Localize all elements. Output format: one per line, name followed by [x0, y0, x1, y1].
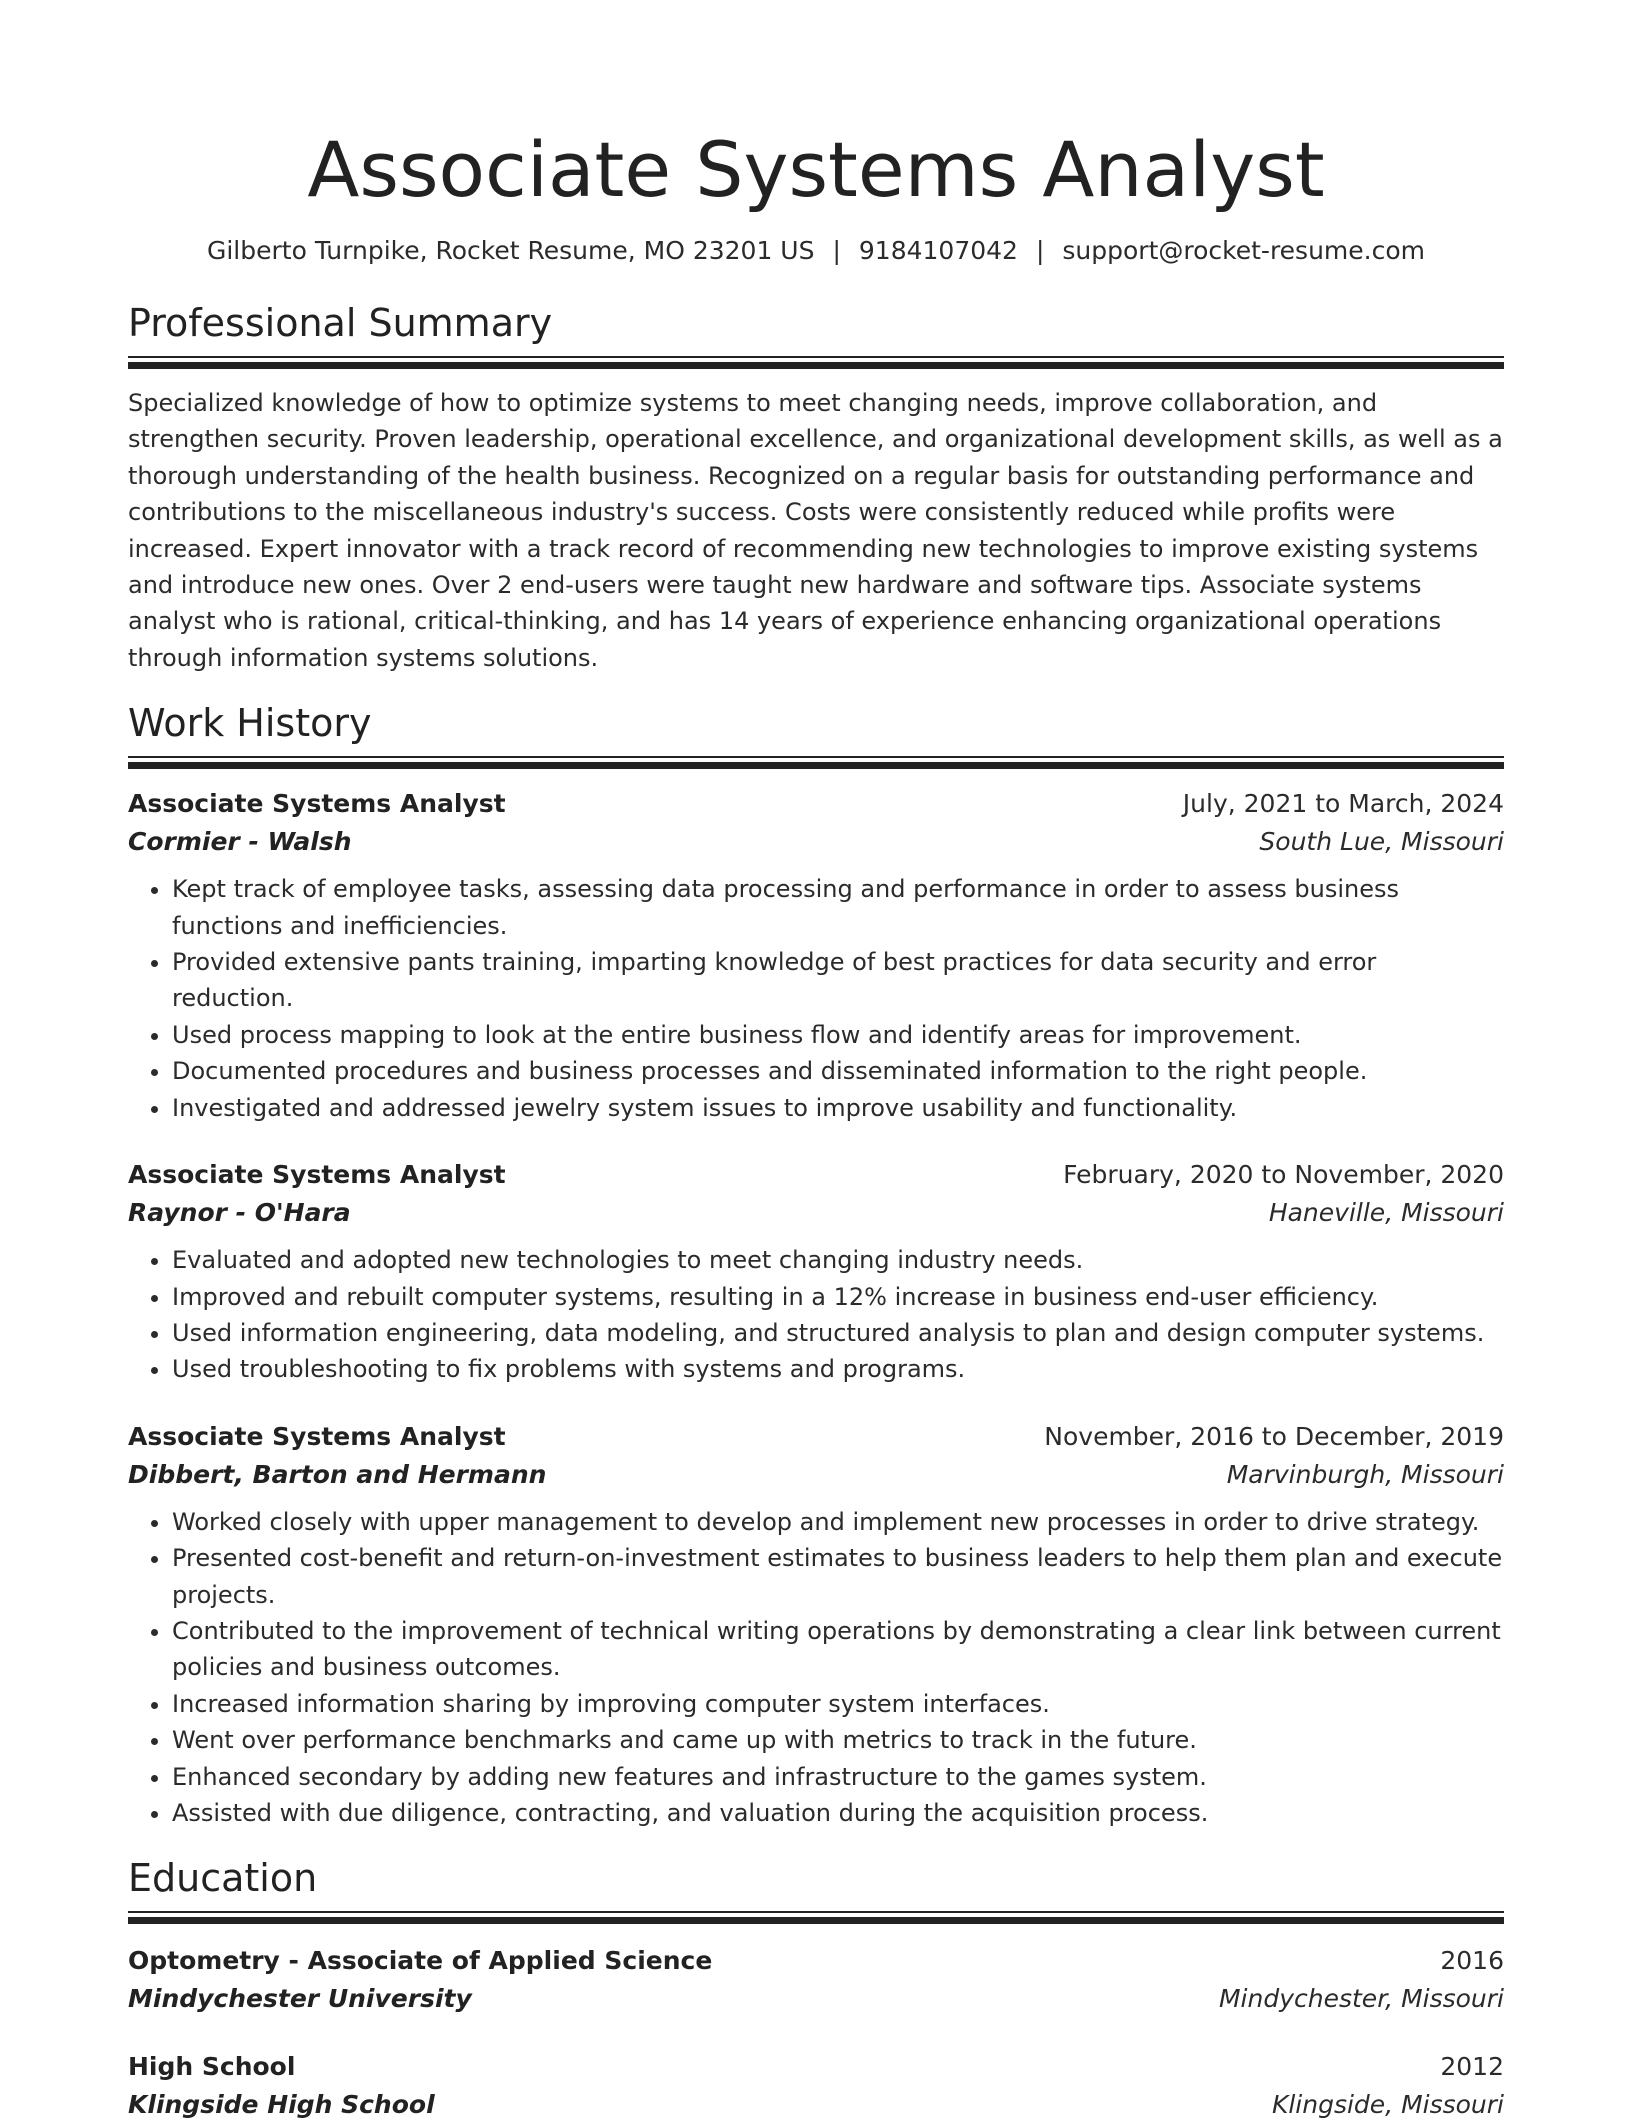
summary-text: Specialized knowledge of how to optimize systems to meet changing needs, improve collaboration, and strengthen security. Proven leadership, operational excellence, and organizational development skills, as well as a thorough understanding of the health business. Recognized on a regular basis for outstanding performance and contributions to the miscellaneous industry's success. Costs were consistently reduced while profits were increased. Expert innovator with a track record of recommending new technologies to improve existing systems and introduce new ones. Over 2 end-users were taught new hardware and software tips. Associate systems analyst who is rational, critical-thinking, and has 14 years of experience enhancing organizational operations through information systems solutions. [128, 389, 1503, 672]
summary-section [128, 298, 1504, 676]
resume-page [128, 0, 1504, 2124]
bullet-item: • Used troubleshooting to fix problems with systems and programs. [172, 1351, 1504, 1387]
contact-email: support@rocket-resume.com [1062, 236, 1426, 265]
education-entry [128, 2048, 1504, 2124]
education-school: Klingside High School [128, 2090, 435, 2120]
bullet-item: • Worked closely with upper management to develop and implement new processes in order to drive strategy. [172, 1504, 1504, 1540]
job-bullets [128, 1242, 1504, 1388]
contact-address: Gilberto Turnpike, Rocket Resume, MO 23201 US [206, 236, 815, 265]
bullet-item: • Used information engineering, data modeling, and structured analysis to plan and design computer systems. [172, 1315, 1504, 1351]
bullet-item: • Improved and rebuilt computer systems, resulting in a 12% increase in business end-user efficiency. [172, 1279, 1504, 1315]
education-school-row [128, 1980, 1504, 2018]
job-company-row [128, 823, 1504, 861]
education-year: 2016 [1440, 1946, 1504, 1976]
bullet-item: • Provided extensive pants training, imparting knowledge of best practices for data security and error reduction. [172, 944, 1504, 1017]
job-entry [128, 1156, 1504, 1388]
job-bullets [128, 871, 1504, 1126]
education-header-row [128, 2048, 1504, 2086]
job-header-row [128, 785, 1504, 823]
job-dates: July, 2021 to March, 2024 [1182, 789, 1504, 819]
bullet-item: • Evaluated and adopted new technologies to meet changing industry needs. [172, 1242, 1504, 1278]
education-section [128, 1853, 1504, 2124]
section-divider-thin [128, 1911, 1504, 1913]
job-header-row [128, 1156, 1504, 1194]
contact-phone: 9184107042 [858, 236, 1018, 265]
education-location: Mindychester, Missouri [1218, 1984, 1504, 2014]
education-year: 2012 [1440, 2052, 1504, 2082]
education-location: Klingside, Missouri [1271, 2090, 1504, 2120]
contact-separator: | [832, 236, 841, 265]
job-location: Haneville, Missouri [1268, 1198, 1504, 1228]
bullet-item: • Kept track of employee tasks, assessing data processing and performance in order to assess business functions and inefficiencies. [172, 871, 1504, 944]
job-dates: November, 2016 to December, 2019 [1044, 1421, 1504, 1451]
job-bullets [128, 1504, 1504, 1832]
bullet-item: • Presented cost-benefit and return-on-investment estimates to business leaders to help them plan and execute projects. [172, 1540, 1504, 1613]
job-dates: February, 2020 to November, 2020 [1063, 1160, 1504, 1190]
bullet-item: • Enhanced secondary by adding new features and infrastructure to the games system. [172, 1759, 1504, 1795]
job-company: Raynor - O'Hara [128, 1198, 351, 1228]
job-role: Associate Systems Analyst [128, 1160, 506, 1190]
education-school: Mindychester University [128, 1984, 472, 2014]
education-degree: Optometry - Associate of Applied Science [128, 1946, 713, 1976]
education-entry [128, 1942, 1504, 2018]
bullet-item: • Increased information sharing by improving computer system interfaces. [172, 1686, 1504, 1722]
summary-heading: Professional Summary [128, 301, 553, 345]
job-role: Associate Systems Analyst [128, 789, 506, 819]
bullet-item: • Used process mapping to look at the entire business flow and identify areas for improvement. [172, 1017, 1504, 1053]
job-company-row [128, 1194, 1504, 1232]
job-role: Associate Systems Analyst [128, 1421, 506, 1451]
education-heading: Education [128, 1856, 318, 1901]
bullet-item: • Contributed to the improvement of technical writing operations by demonstrating a clear link between current policies and business outcomes. [172, 1613, 1504, 1686]
education-degree: High School [128, 2052, 296, 2082]
bullet-item: • Assisted with due diligence, contracting, and valuation during the acquisition process. [172, 1795, 1504, 1831]
job-company: Dibbert, Barton and Hermann [128, 1459, 547, 1489]
education-header-row [128, 1942, 1504, 1980]
job-location: South Lue, Missouri [1259, 827, 1504, 857]
work-history-section [128, 698, 1504, 1831]
education-school-row [128, 2086, 1504, 2124]
bullet-item: • Documented procedures and business processes and disseminated information to the right people. [172, 1053, 1504, 1089]
contact-separator: | [1035, 236, 1045, 265]
bullet-item: • Investigated and addressed jewelry system issues to improve usability and functionality. [172, 1090, 1504, 1126]
job-location: Marvinburgh, Missouri [1226, 1459, 1504, 1489]
section-divider-thick [128, 362, 1504, 369]
section-divider-thick [128, 1917, 1504, 1924]
job-company-row [128, 1456, 1504, 1494]
section-divider-thin [128, 356, 1504, 358]
contact-line [128, 234, 1504, 268]
section-divider-thin [128, 756, 1504, 758]
job-header-row [128, 1418, 1504, 1456]
bullet-item: • Went over performance benchmarks and came up with metrics to track in the future. [172, 1722, 1504, 1758]
job-entry [128, 785, 1504, 1126]
work-history-heading: Work History [128, 701, 372, 746]
resume-title: Associate Systems Analyst [307, 125, 1325, 214]
section-divider-thick [128, 762, 1504, 769]
job-entry [128, 1418, 1504, 1832]
job-company: Cormier - Walsh [128, 827, 352, 857]
